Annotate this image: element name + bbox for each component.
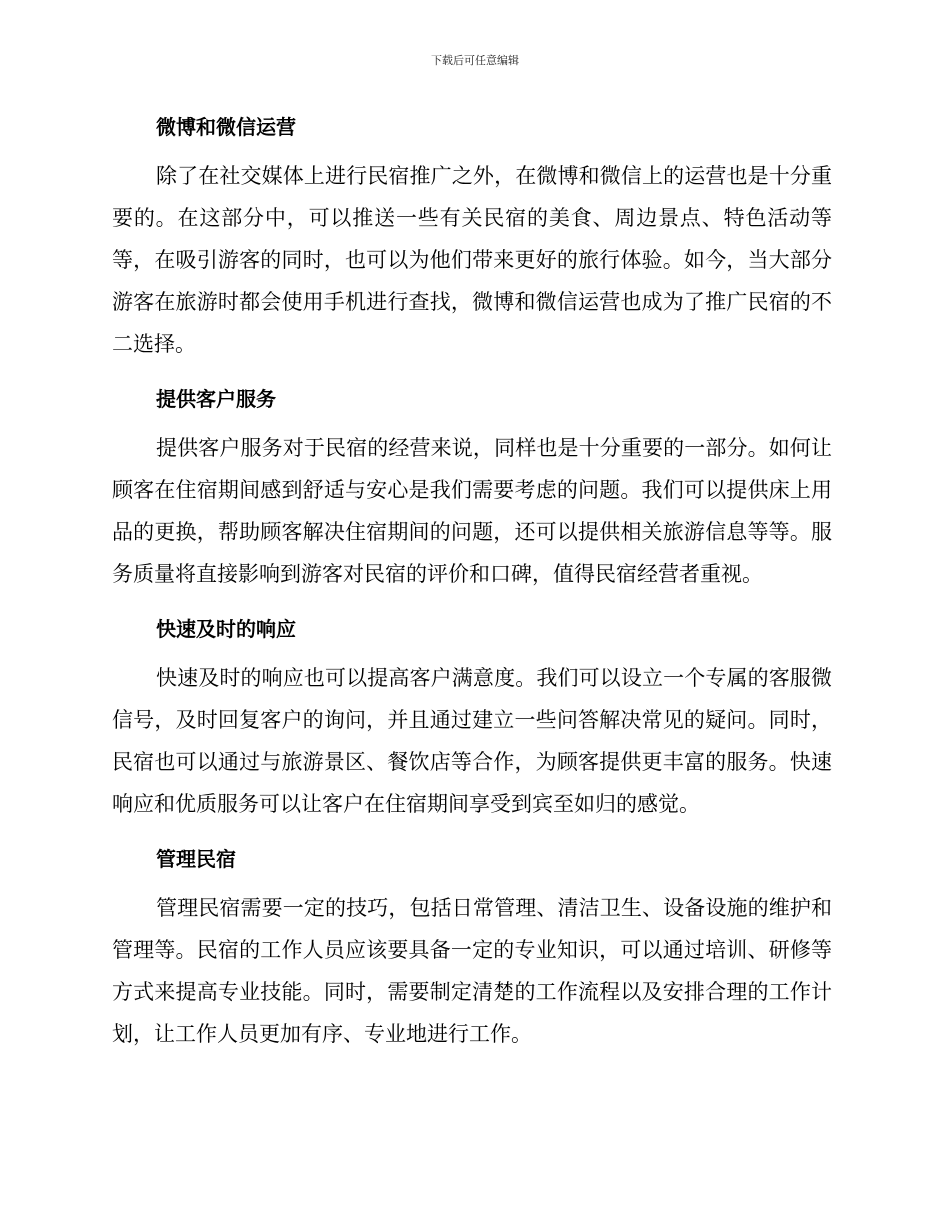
section-paragraph-customer-service: 提供客户服务对于民宿的经营来说，同样也是十分重要的一部分。如何让顾客在住宿期间感到舒适与安心是我们需要考虑的问题。我们可以提供床上用品的更换，帮助顾客解决住宿期间的问题，还可以提供相关旅游信息等等。服务质量将直接影响到游客对民宿的评价和口碑，值得民宿经营者重视。 [112,436,832,586]
section-heading-customer-service: 提供客户服务 [156,387,276,411]
document-body [112,106,832,1055]
page-header-note: 下载后可任意编辑 [431,54,519,67]
section-heading-management: 管理民宿 [156,847,236,871]
section-paragraph-management: 管理民宿需要一定的技巧，包括日常管理、清洁卫生、设备设施的维护和管理等。民宿的工作人员应该要具备一定的专业知识，可以通过培训、研修等方式来提高专业技能。同时，需要制定清楚的工作流程以及安排合理的工作计划，让工作人员更加有序、专业地进行工作。 [112,896,832,1046]
section-paragraph-weibo-wechat: 除了在社交媒体上进行民宿推广之外，在微博和微信上的运营也是十分重要的。在这部分中，可以推送一些有关民宿的美食、周边景点、特色活动等等，在吸引游客的同时，也可以为他们带来更好的旅行体验。如今，当大部分游客在旅游时都会使用手机进行查找，微博和微信运营也成为了推广民宿的不二选择。 [112,164,832,356]
section-heading-fast-response: 快速及时的响应 [156,617,296,641]
section-paragraph-fast-response: 快速及时的响应也可以提高客户满意度。我们可以设立一个专属的客服微信号，及时回复客户的询问，并且通过建立一些问答解决常见的疑问。同时，民宿也可以通过与旅游景区、餐饮店等合作，为顾客提供更丰富的服务。快速响应和优质服务可以让客户在住宿期间享受到宾至如归的感觉。 [112,666,832,816]
section-heading-weibo-wechat: 微博和微信运营 [156,115,296,139]
